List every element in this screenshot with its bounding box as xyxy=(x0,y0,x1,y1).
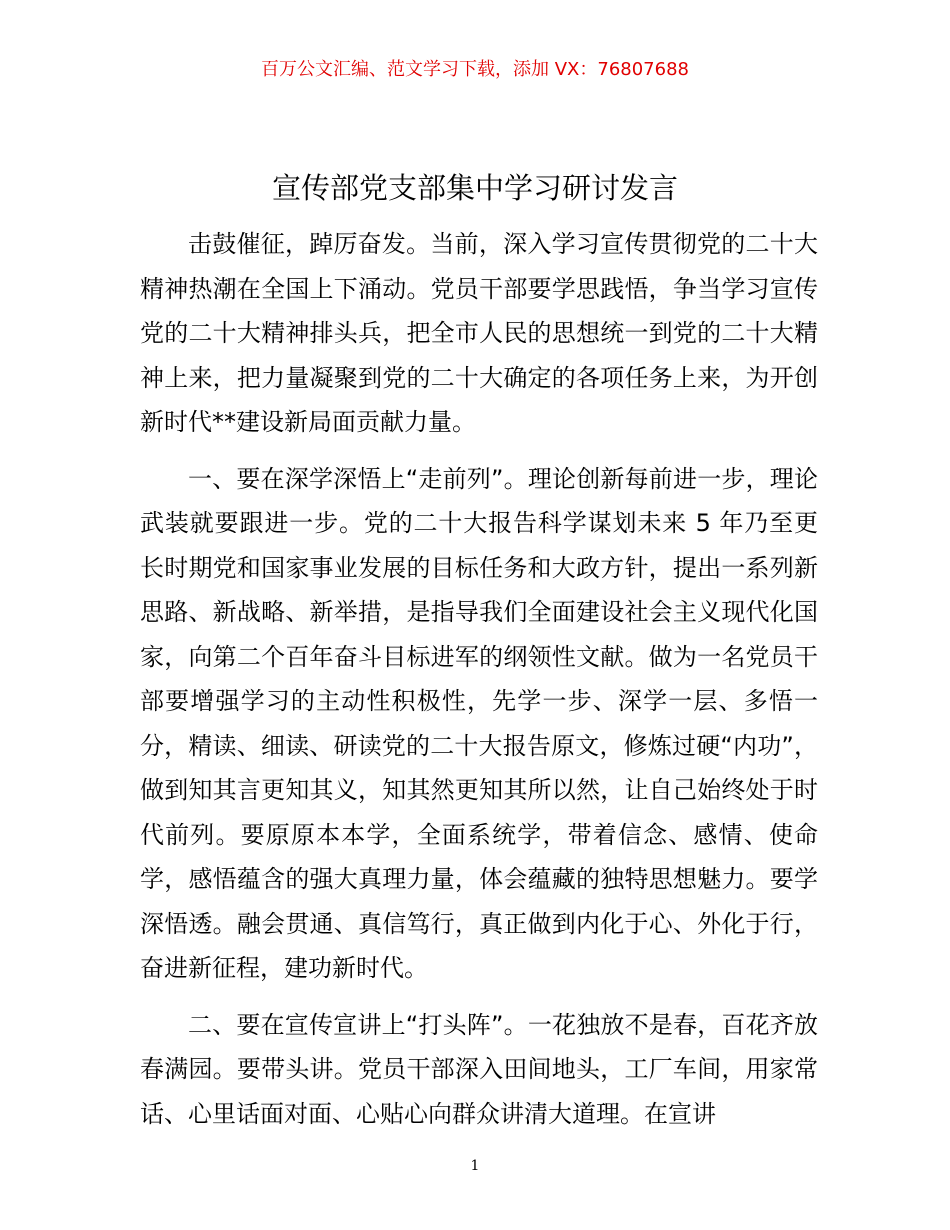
paragraph-section-one: 一、要在深学深悟上“走前列”。理论创新每前进一步，理论武装就要跟进一步。党的二十大报告科学谋划未来 5 年乃至更长时期党和国家事业发展的目标任务和大政方针，提出一系列新思路、新战略、新举措，是指导我们全面建设社会主义现代化国家，向第二个百年奋斗目标进军的纲领性文献。做为一名党员干部要增强学习的主动性积极性，先学一步、深学一层、多悟一分，精读、细读、研读党的二十大报告原文，修炼过硬“内功”，做到知其言更知其义，知其然更知其所以然，让自己始终处于时代前列。要原原本本学，全面系统学，带着信念、感情、使命学，感悟蕴含的强大真理力量，体会蕴藏的独特思想魅力。要学深悟透。融会贯通、真信笃行，真正做到内化于心、外化于行，奋进新征程，建功新时代。 xyxy=(140,464,818,982)
paragraph-intro: 击鼓催征，踔厉奋发。当前，深入学习宣传贯彻党的二十大精神热潮在全国上下涌动。党员干部要学思践悟，争当学习宣传党的二十大精神排头兵，把全市人民的思想统一到党的二十大精神上来，把力量凝聚到党的二十大确定的各项任务上来，为开创新时代**建设新局面贡献力量。 xyxy=(140,230,818,436)
paragraph-section-two: 二、要在宣传宣讲上“打头阵”。一花独放不是春，百花齐放春满园。要带头讲。党员干部深入田间地头，工厂车间，用家常话、心里话面对面、心贴心向群众讲清大道理。在宣讲 xyxy=(140,1010,818,1128)
promo-header: 百万公文汇编、范文学习下载，添加 VX：76807688 xyxy=(261,59,689,80)
document-title: 宣传部党支部集中学习研讨发言 xyxy=(271,171,678,205)
page-number: 1 xyxy=(470,1158,480,1174)
document-body xyxy=(140,222,818,1148)
